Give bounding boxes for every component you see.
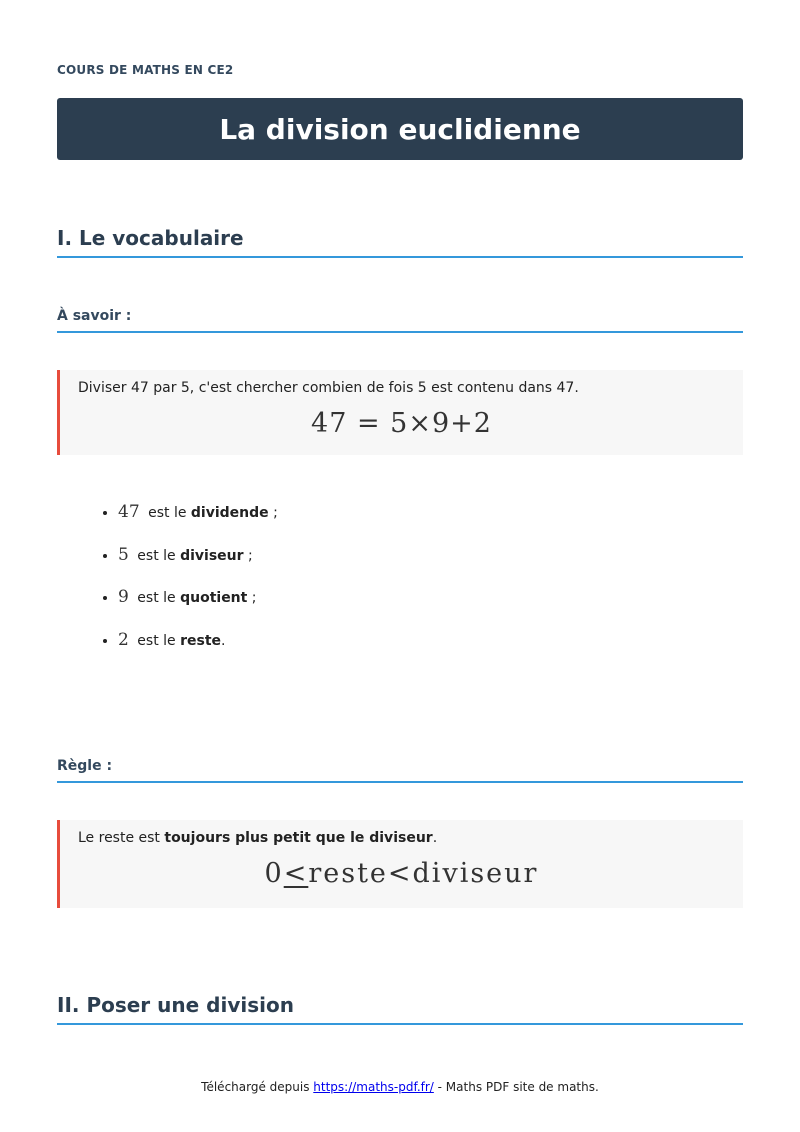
vocab-value: 9 — [118, 587, 129, 607]
regle-text-bold: toujours plus petit que le diviseur — [164, 830, 433, 846]
vocab-value: 2 — [118, 629, 129, 650]
list-item — [118, 628, 278, 671]
course-kicker: COURS DE MATHS EN CE2 — [57, 63, 234, 77]
footer-link[interactable]: https://maths-pdf.fr/ — [313, 1080, 434, 1094]
subheading-regle: Règle : — [57, 758, 743, 783]
vocab-prefix: est le — [148, 505, 187, 521]
title-banner — [57, 98, 743, 160]
vocab-suffix: . — [221, 632, 226, 649]
vocabulary-list — [100, 500, 278, 670]
inequality-left: 0 — [264, 858, 284, 889]
vocab-suffix: ; — [247, 590, 257, 606]
a-savoir-text: Diviser 47 par 5, c'est chercher combien de fois 5 est contenu dans 47. — [78, 380, 579, 396]
vocab-suffix: ; — [268, 505, 278, 521]
vocab-prefix: est le — [137, 590, 176, 606]
page-title: La division euclidienne — [219, 112, 581, 146]
footer-text-before: Téléchargé depuis — [201, 1080, 314, 1094]
vocab-prefix: est le — [137, 632, 176, 649]
vocab-term: dividende — [190, 505, 269, 521]
section-heading-vocabulaire: I. Le vocabulaire — [57, 226, 743, 258]
list-item — [118, 585, 278, 628]
footer — [0, 1080, 800, 1094]
vocab-term: reste — [180, 632, 222, 649]
vocab-term: diviseur — [180, 547, 244, 564]
vocab-value: 5 — [118, 544, 129, 565]
regle-text-after: . — [432, 830, 438, 846]
list-item — [118, 543, 278, 586]
less-or-equal-sign: < — [283, 858, 309, 889]
section-heading-poser-division: II. Poser une division — [57, 993, 743, 1025]
subheading-a-savoir: À savoir : — [57, 308, 743, 333]
a-savoir-box — [57, 370, 743, 455]
division-formula: 47 = 5×9+2 — [311, 408, 492, 439]
vocab-prefix: est le — [137, 547, 176, 564]
remainder-inequality — [78, 858, 725, 889]
inequality-right: reste<diviseur — [308, 858, 539, 889]
regle-text-before: Le reste est — [78, 830, 165, 846]
vocab-value: 47 — [118, 502, 140, 522]
footer-text-after: - Maths PDF site de maths. — [433, 1080, 599, 1094]
vocab-term: quotient — [180, 590, 248, 606]
regle-text — [78, 830, 725, 846]
list-item — [118, 500, 278, 543]
vocab-suffix: ; — [243, 547, 253, 564]
regle-box — [57, 820, 743, 908]
